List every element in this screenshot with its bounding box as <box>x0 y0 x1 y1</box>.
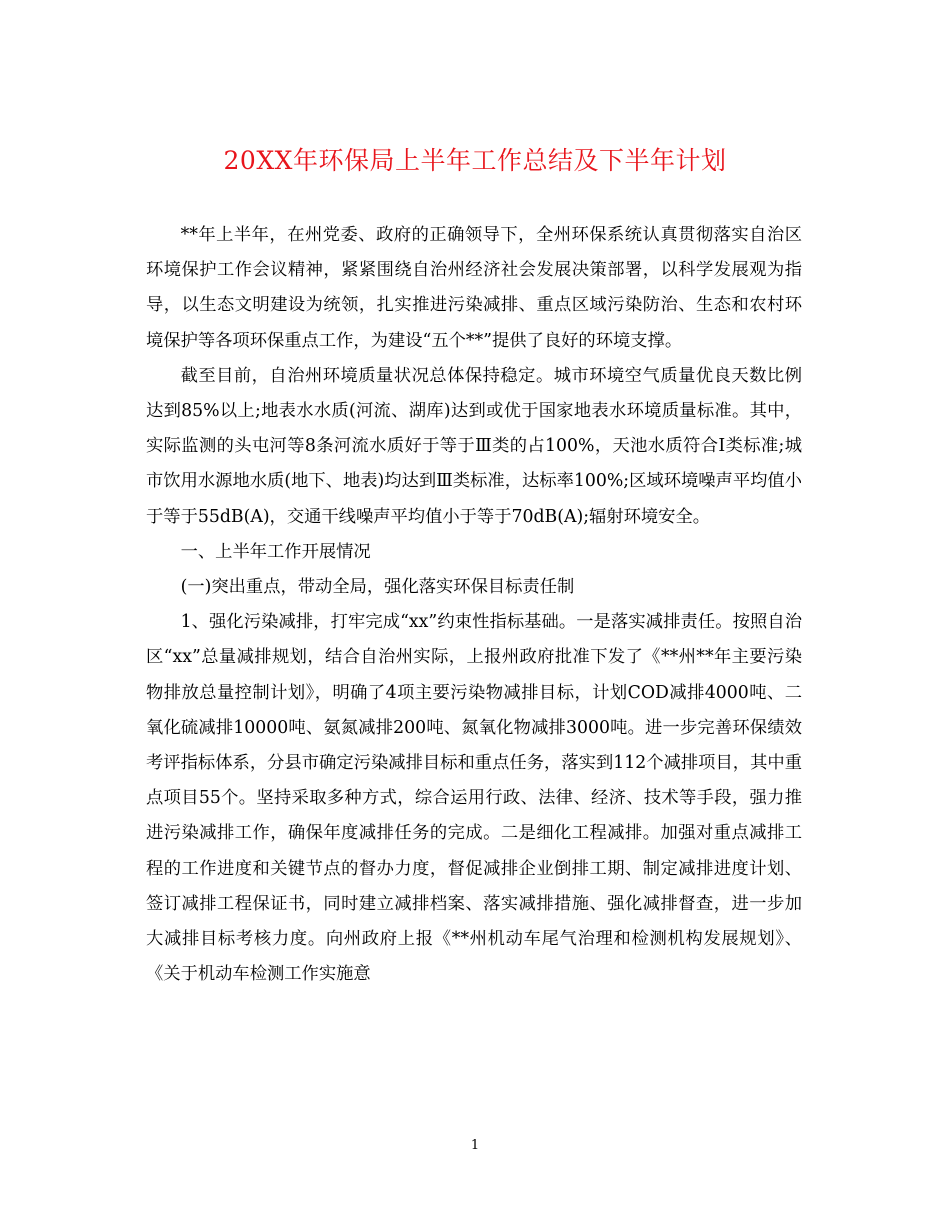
page-number: 1 <box>470 1138 480 1153</box>
paragraph-intro: **年上半年，在州党委、政府的正确领导下，全州环保系统认真贯彻落实自治区环境保护工作会议精神，紧紧围绕自治州经济社会发展决策部署，以科学发展观为指导，以生态文明建设为统领，扎实推进污染减排、重点区域污染防治、生态和农村环境保护等各项环保重点工作，为建设“五个**”提供了良好的环境支撑。 <box>146 225 802 351</box>
paragraph-environment-quality: 截至目前，自治州环境质量状况总体保持稳定。城市环境空气质量优良天数比例达到85%以上;地表水水质(河流、湖库)达到或优于国家地表水环境质量标准。其中，实际监测的头屯河等8条河流水质好于等于Ⅲ类的占100%，天池水质符合I类标准;城市饮用水源地水质(地下、地表)均达到Ⅲ类标准，达标率100%;区域环境噪声平均值小于等于55dB(A)，交通干线噪声平均值小于等于70dB(A);辐射环境安全。 <box>146 365 802 527</box>
section-heading: 一、上半年工作开展情况 <box>180 541 371 562</box>
document-title: 20XX年环保局上半年工作总结及下半年计划 <box>223 146 727 175</box>
document-body <box>146 218 802 992</box>
subsection-heading: (一)突出重点，带动全局，强化落实环保目标责任制 <box>180 577 575 598</box>
paragraph-emission-reduction: 1、强化污染减排，打牢完成“xx”约束性指标基础。一是落实减排责任。按照自治区“xx”总量减排规划，结合自治州实际，上报州政府批准下发了《**州**年主要污染物排放总量控制计划》，明确了4项主要污染物减排目标，计划COD减排4000吨、二氧化硫减排10000吨、氨氮减排200吨、氮氧化物减排3000吨。进一步完善环保绩效考评指标体系，分县市确定污染减排目标和重点任务，落实到112个减排项目，其中重点项目55个。坚持采取多种方式，综合运用行政、法律、经济、技术等手段，强力推进污染减排工作，确保年度减排任务的完成。二是细化工程减排。加强对重点减排工程的工作进度和关键节点的督办力度，督促减排企业倒排工期、制定减排进度计划、签订减排工程保证书，同时建立减排档案、落实减排措施、强化减排督查，进一步加大减排目标考核力度。向州政府上报《**州机动车尾气治理和检测机构发展规划》、《关于机动车检测工作实施意 <box>146 612 802 985</box>
